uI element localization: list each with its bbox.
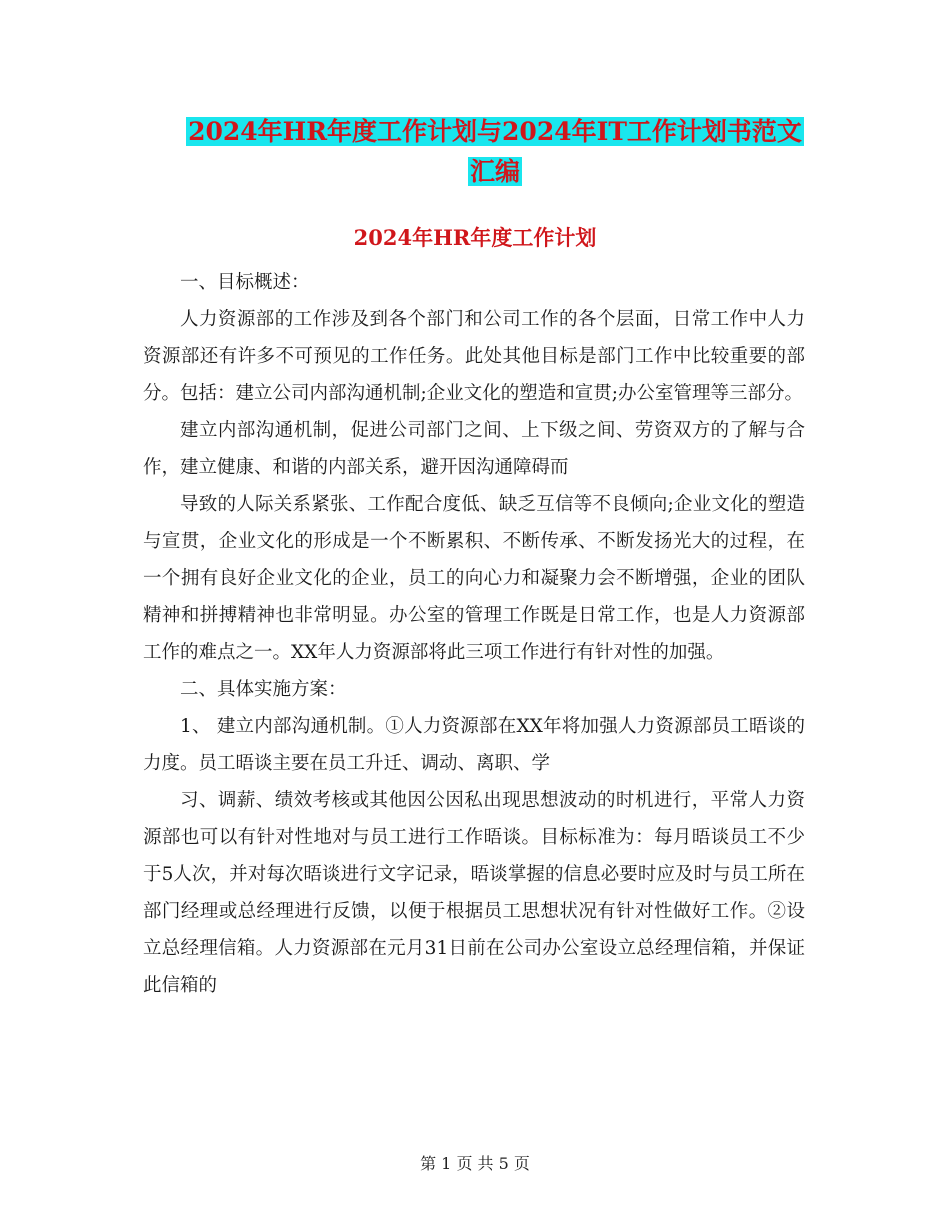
- page-footer: 第 1 页 共 5 页: [420, 1154, 530, 1173]
- document-title: [140, 112, 850, 192]
- document-title-line1: 2024年HR年度工作计划与2024年IT工作计划书范文: [188, 117, 802, 146]
- section-title: 2024年HR年度工作计划: [353, 225, 597, 250]
- document-title-line2: 汇编: [469, 157, 520, 186]
- paragraph: 建立内部沟通机制，促进公司部门之间、上下级之间、劳资双方的了解与合作，建立健康、和谐的内部关系，避开因沟通障碍而: [143, 420, 805, 478]
- paragraph-heading-2: 二、具体实施方案：: [180, 679, 347, 700]
- paragraph: 1、 建立内部沟通机制。①人力资源部在XX年将加强人力资源部员工晤谈的力度。员工晤谈主要在员工升迁、调动、离职、学: [143, 716, 805, 774]
- paragraph-heading-1: 一、目标概述：: [180, 272, 310, 293]
- paragraph: 人力资源部的工作涉及到各个部门和公司工作的各个层面，日常工作中人力资源部还有许多不可预见的工作任务。此处其他目标是部门工作中比较重要的部分。包括：建立公司内部沟通机制;企业文化的塑造和宣贯;办公室管理等三部分。: [143, 309, 805, 404]
- paragraph: 习、调薪、绩效考核或其他因公因私出现思想波动的时机进行，平常人力资源部也可以有针对性地对与员工进行工作晤谈。目标标准为：每月晤谈员工不少于5人次，并对每次晤谈进行文字记录，晤谈掌握的信息必要时应及时与员工所在部门经理或总经理进行反馈，以便于根据员工思想状况有针对性做好工作。②设立总经理信箱。人力资源部在元月31日前在公司办公室设立总经理信箱，并保证此信箱的: [143, 790, 805, 996]
- paragraph: 导致的人际关系紧张、工作配合度低、缺乏互信等不良倾向;企业文化的塑造与宣贯，企业文化的形成是一个不断累积、不断传承、不断发扬光大的过程，在一个拥有良好企业文化的企业，员工的向心力和凝聚力会不断增强，企业的团队精神和拼搏精神也非常明显。办公室的管理工作既是日常工作，也是人力资源部工作的难点之一。XX年人力资源部将此三项工作进行有针对性的加强。: [143, 494, 805, 663]
- document-body: [143, 264, 805, 1004]
